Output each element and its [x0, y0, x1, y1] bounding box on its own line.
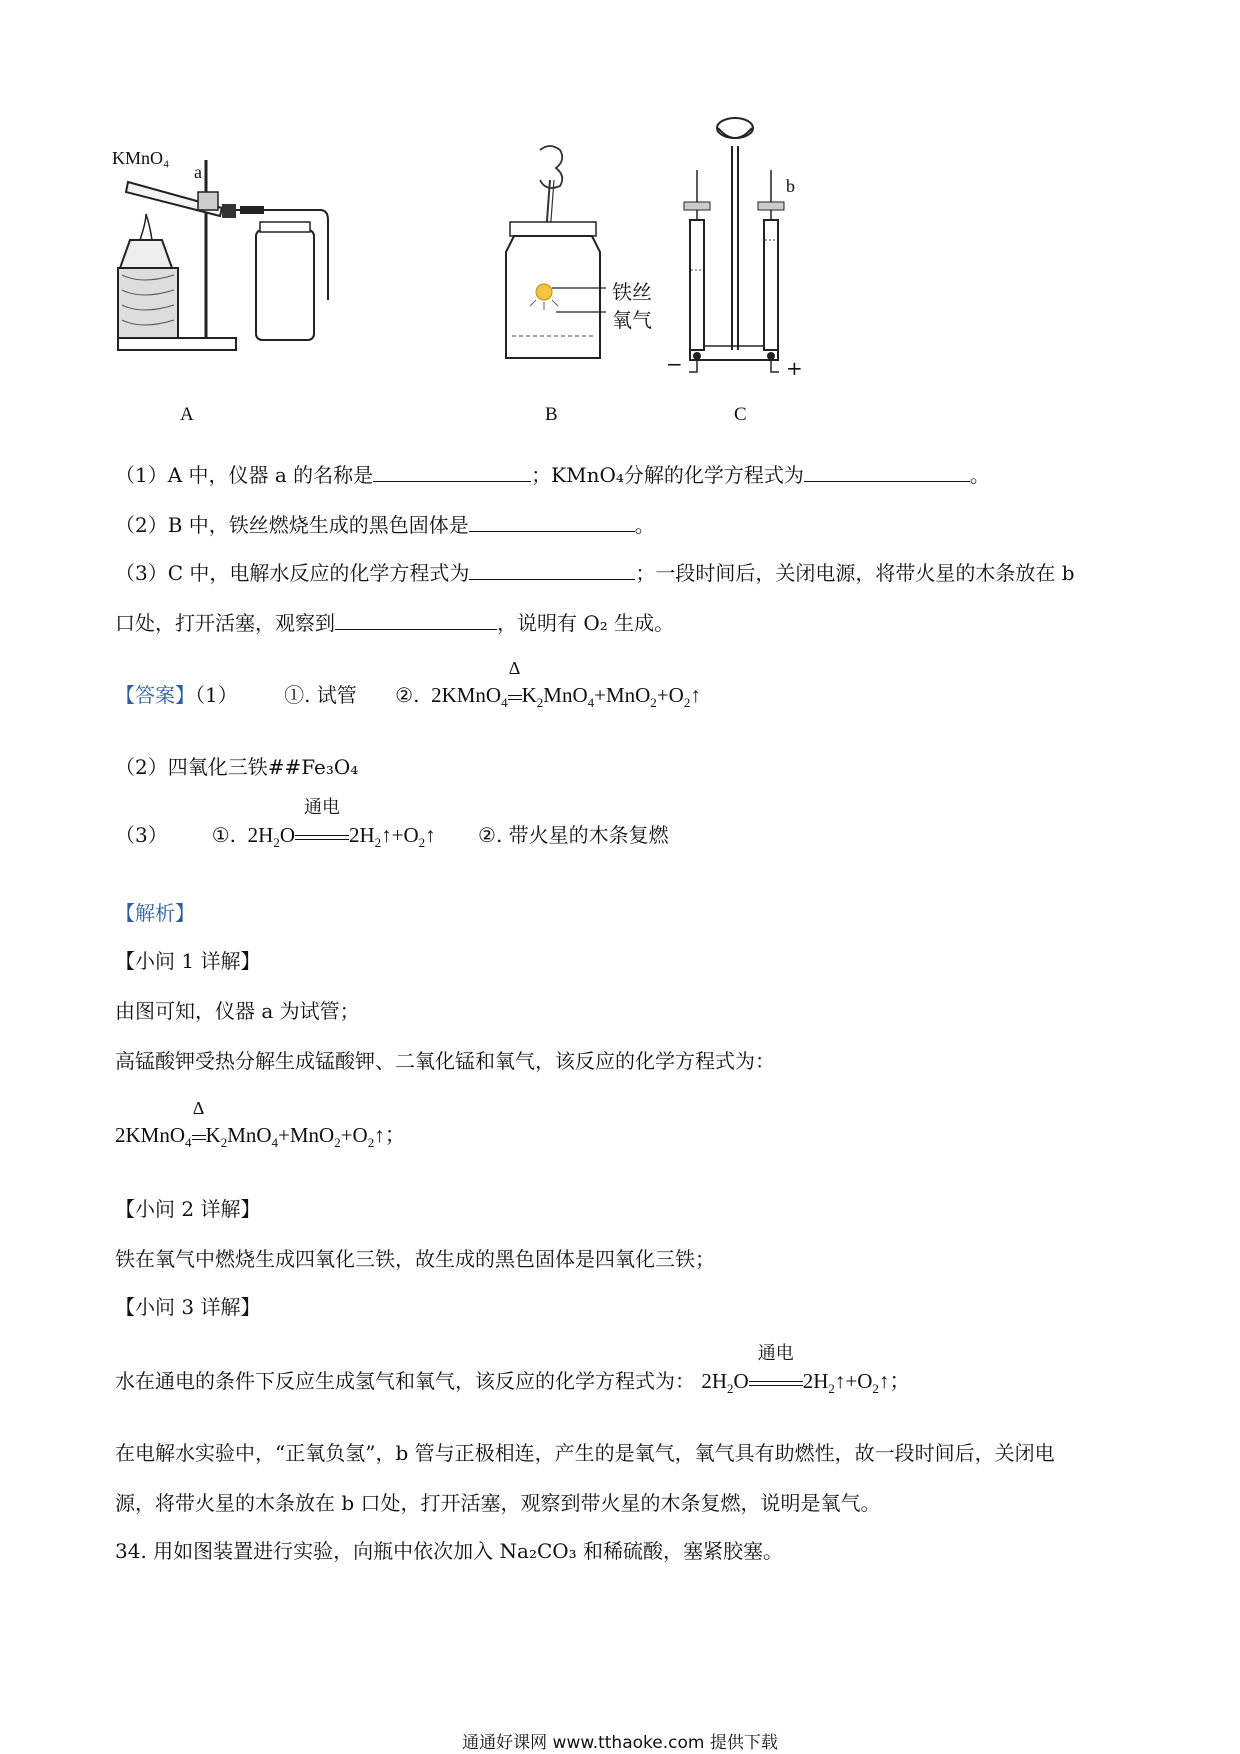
negative-electrode-label: −	[666, 352, 683, 376]
sub-question-2-heading: 【小问 2 详解】	[115, 1197, 261, 1221]
equation-h2o-analysis: $2H_2O$ 通电 $2H_2↑+O_2↑$；	[701, 1343, 911, 1397]
question-2: （2）B 中，铁丝燃烧生成的黑色固体是 。	[115, 513, 655, 537]
blank-1b[interactable]	[804, 463, 970, 482]
analysis-line-2: 高锰酸钾受热分解生成锰酸钾、二氧化锰和氧气，该反应的化学方程式为：	[115, 1049, 775, 1073]
analysis-tag: 【解析】	[115, 901, 195, 925]
blank-3b[interactable]	[335, 611, 497, 630]
positive-electrode-label: +	[786, 356, 803, 380]
figure-a-apparatus	[110, 150, 470, 370]
blank-2[interactable]	[469, 513, 635, 532]
question-34: 34. 用如图装置进行实验，向瓶中依次加入 Na₂CO₃ 和稀硫酸，塞紧胶塞。	[115, 1539, 784, 1563]
question-3-line2: 口处，打开活塞，观察到 ，说明有 O₂ 生成。	[115, 611, 675, 635]
analysis-line-5: 在电解水实验中，“正氧负氢”，b 管与正极相连，产生的是氧气，氧气具有助燃性，故一段时间后，关闭电	[115, 1441, 1055, 1465]
analysis-line-3: 铁在氧气中燃烧生成四氧化三铁，故生成的黑色固体是四氧化三铁；	[115, 1247, 715, 1271]
iron-wire-label: 铁丝	[612, 280, 652, 304]
analysis-line-1: 由图可知，仪器 a 为试管；	[115, 999, 360, 1023]
figure-c-label: C	[734, 404, 747, 425]
oxygen-label: 氧气	[612, 308, 652, 332]
equation-h2o-answer: $2H_2O$ 通电 $2H_2↑+O_2↑$	[247, 797, 436, 851]
sub-question-1-heading: 【小问 1 详解】	[115, 949, 261, 973]
figure-a-label: A	[180, 404, 194, 425]
blank-1a[interactable]	[373, 463, 531, 482]
valve-b-label: b	[786, 176, 795, 196]
answer-line-3: （3） ①. $2H_2O$ 通电 $2H_2↑+O_2↑$ ②. 带火星的木条复燃	[115, 797, 669, 851]
sub-question-3-heading: 【小问 3 详解】	[115, 1295, 261, 1319]
analysis-line-6: 源，将带火星的木条放在 b 口处，打开活塞，观察到带火星的木条复燃，说明是氧气。	[115, 1491, 881, 1515]
footer: 通通好课网 www.tthaoke.com 提供下载	[462, 1733, 778, 1753]
figure-b-label: B	[545, 404, 558, 425]
instrument-a-label: a	[194, 162, 202, 182]
figure-b-apparatus	[500, 140, 610, 370]
question-3: （3）C 中，电解水反应的化学方程式为 ；一段时间后，关闭电源，将带火星的木条放在 b	[115, 561, 1075, 585]
equation-kmno4-answer: 2KMnO$_4$ Δ $K_2MnO_4+MnO_2+O_2↑$	[431, 658, 701, 711]
question-1: （1）A 中，仪器 a 的名称是 ；KMnO₄分解的化学方程式为 。	[115, 463, 990, 487]
equation-kmno4-analysis: 2KMnO$_4$ Δ $K_2MnO_4+MnO_2+O_2↑$；	[115, 1098, 406, 1151]
figure-c-apparatus	[660, 110, 820, 390]
answer-line-2: （2）四氧化三铁##Fe₃O₄	[115, 755, 359, 779]
answer-tag: 【答案】	[115, 683, 195, 707]
analysis-line-4: 水在通电的条件下反应生成氢气和氧气，该反应的化学方程式为： $2H_2O$ 通电 $2H_2↑+O_2↑$；	[115, 1343, 911, 1397]
kmno4-label: KMnO₄	[112, 148, 170, 168]
blank-3a[interactable]	[469, 561, 635, 580]
answer-line-1: 【答案】（1） ①. 试管 ②. 2KMnO$_4$ Δ $K_2MnO_4+MnO_2+O_2↑$	[115, 658, 701, 711]
